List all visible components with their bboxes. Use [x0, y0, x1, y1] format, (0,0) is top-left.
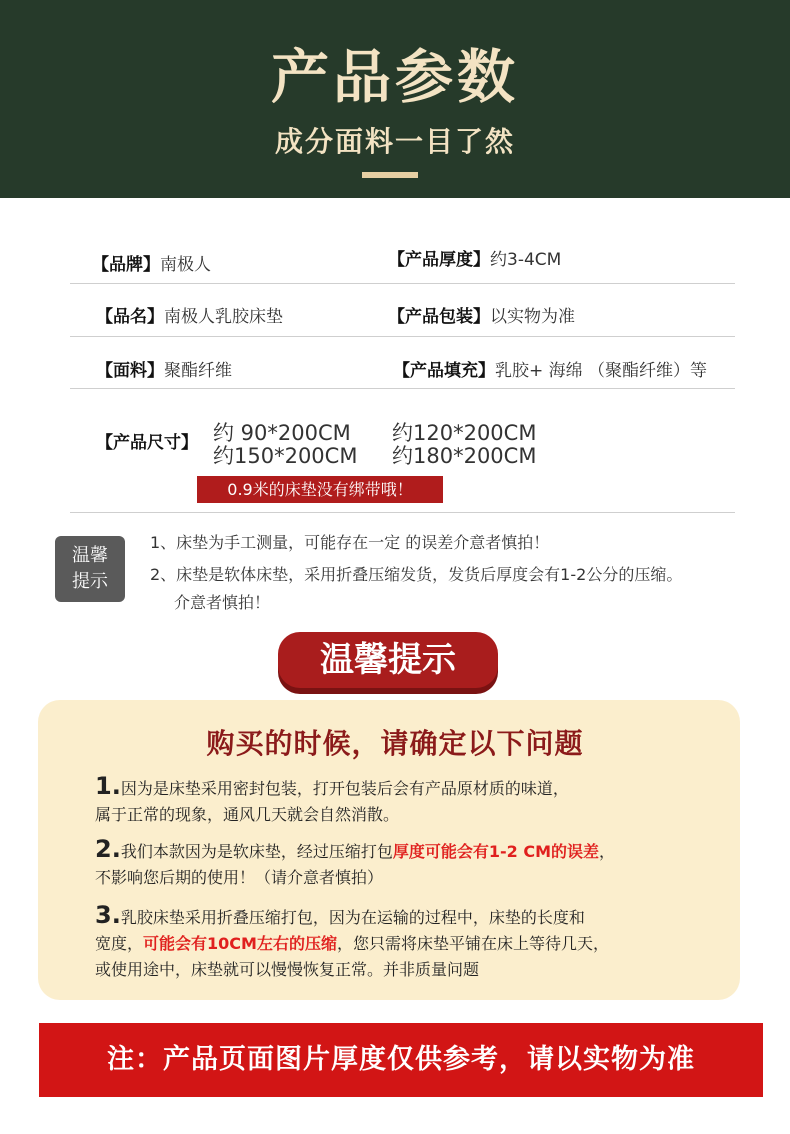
header-banner	[0, 0, 790, 198]
divider	[70, 512, 735, 513]
divider	[70, 388, 735, 389]
tip-badge-line: 提示	[72, 571, 108, 592]
tip-badge-line: 温馨	[72, 545, 108, 566]
size-value: 约120*200CM	[392, 421, 537, 445]
param-fabric-key: 【面料】	[96, 361, 164, 381]
size-value: 约180*200CM	[392, 444, 537, 468]
divider	[70, 283, 735, 284]
param-name-value: 南极人乳胶床垫	[164, 307, 283, 327]
item-text: 属于正常的现象，通风几天就会自然消散。	[95, 805, 400, 824]
item-text: 宽度，	[95, 934, 144, 953]
page-subtitle: 成分面料一目了然	[274, 125, 515, 158]
param-fabric	[96, 356, 232, 381]
notice-item-1	[95, 773, 569, 828]
item-highlight: 厚度可能会有1-2 CM的误差	[392, 842, 599, 861]
tip-badge	[55, 536, 125, 602]
item-number: 1.	[95, 772, 121, 800]
item-highlight: 可能会有10CM左右的压缩	[143, 934, 337, 953]
item-number: 2.	[95, 835, 121, 863]
param-fabric-value: 聚酯纤维	[164, 361, 232, 381]
size-warning-badge: 0.9米的床垫没有绑带哦！	[197, 476, 443, 503]
param-brand-value: 南极人	[160, 255, 211, 275]
item-text: 或使用途中，床垫就可以慢慢恢复正常。并非质量问题	[95, 960, 480, 979]
notice-item-3	[95, 902, 609, 983]
param-package	[388, 302, 575, 327]
item-text: ，您只需将床垫平铺在床上等待几天，	[336, 934, 609, 953]
param-filling-value: 乳胶+ 海绵 （聚酯纤维）等	[495, 361, 708, 381]
tip-line-2: 2、床垫是软体床垫，采用折叠压缩发货，发货后厚度会有1-2公分的压缩。	[150, 565, 683, 584]
param-thickness-key: 【产品厚度】	[388, 250, 490, 270]
size-value: 约150*200CM	[213, 444, 358, 468]
notice-card-title: 购买的时候，请确定以下问题	[206, 727, 584, 760]
warm-tip-banner: 温馨提示	[278, 632, 498, 688]
param-name-key: 【品名】	[96, 307, 164, 327]
size-value: 约 90*200CM	[213, 421, 351, 445]
item-text: ，	[599, 842, 616, 861]
param-thickness-value: 约3-4CM	[490, 250, 562, 270]
param-thickness	[388, 245, 561, 270]
param-brand	[92, 250, 211, 275]
size-label: 【产品尺寸】	[96, 433, 198, 453]
item-number: 3.	[95, 901, 121, 929]
param-package-key: 【产品包装】	[388, 307, 490, 327]
notice-item-2	[95, 836, 615, 891]
tip-line-1: 1、床垫为手工测量，可能存在一定 的误差介意者慎拍！	[150, 533, 550, 552]
item-text: 乳胶床垫采用折叠压缩打包，因为在运输的过程中，床垫的长度和	[120, 908, 585, 927]
title-underline	[362, 172, 418, 178]
tip-line-3: 介意者慎拍！	[174, 593, 271, 612]
item-text: 不影响您后期的使用！（请介意者慎拍）	[95, 868, 384, 887]
param-package-value: 以实物为准	[490, 307, 575, 327]
param-name	[96, 302, 283, 327]
param-filling-key: 【产品填充】	[393, 361, 495, 381]
footer-notice: 注：产品页面图片厚度仅供参考，请以实物为准	[39, 1023, 763, 1097]
item-text: 我们本款因为是软床垫，经过压缩打包	[120, 842, 393, 861]
param-brand-key: 【品牌】	[92, 255, 160, 275]
page-title: 产品参数	[270, 43, 519, 111]
param-filling	[393, 356, 707, 381]
item-text: 因为是床垫采用密封包装，打开包装后会有产品原材质的味道，	[120, 779, 569, 798]
divider	[70, 336, 735, 337]
